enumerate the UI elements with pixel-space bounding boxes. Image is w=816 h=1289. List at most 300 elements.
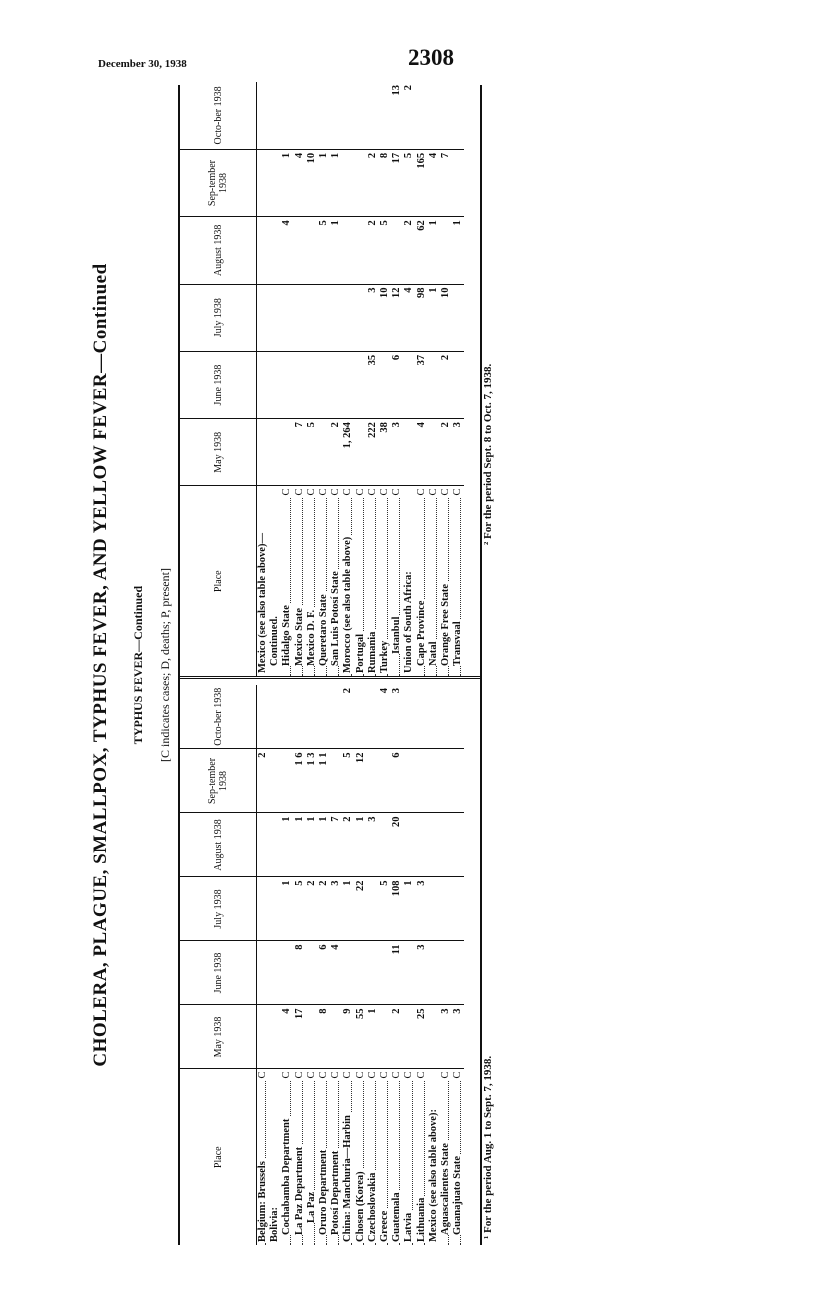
table-row: [342, 82, 354, 676]
case-type-code: C: [293, 488, 305, 496]
value-cell: [428, 1005, 440, 1069]
page-number: 2308: [408, 45, 454, 70]
value-cell: [294, 351, 306, 418]
value-cell: [355, 284, 367, 351]
document-title: CHOLERA, PLAGUE, SMALLPOX, TYPHUS FEVER, AND YELLOW FEVER—Continued: [90, 263, 111, 1067]
left-table-panel: [180, 685, 480, 1245]
value-cell: 4: [281, 217, 293, 284]
case-type-code: C: [318, 488, 330, 496]
value-cell: 4: [294, 149, 306, 216]
table-row: [281, 82, 293, 676]
value-cell: 2: [330, 419, 342, 486]
value-cell: [440, 217, 452, 284]
value-cell: [440, 941, 452, 1005]
place-label: Morocco (see also table above): [342, 536, 354, 673]
value-cell: 10: [440, 284, 452, 351]
table-row: [355, 82, 367, 676]
place-cell: [342, 1069, 354, 1245]
value-cell: [269, 813, 281, 877]
value-cell: 98: [416, 284, 428, 351]
case-type-code: C: [342, 1071, 354, 1079]
value-cell: [318, 82, 330, 149]
value-cell: [452, 82, 464, 149]
value-cell: [428, 877, 440, 941]
value-cell: [403, 749, 415, 813]
table-row: [318, 685, 330, 1245]
value-cell: [318, 351, 330, 418]
case-type-code: C: [452, 1071, 464, 1079]
value-cell: 4: [416, 419, 428, 486]
value-cell: [330, 82, 342, 149]
value-cell: [355, 685, 367, 749]
case-type-code: C: [330, 488, 342, 496]
place-cell: [367, 1069, 379, 1245]
place-cell: [294, 1069, 306, 1245]
value-cell: [294, 284, 306, 351]
value-cell: 8: [294, 941, 306, 1005]
value-cell: 3: [452, 419, 464, 486]
table-row: [281, 685, 293, 1245]
value-cell: 1: [403, 877, 415, 941]
value-cell: [440, 749, 452, 813]
case-type-code: C: [257, 1071, 268, 1079]
case-type-code: C: [440, 1071, 452, 1079]
value-cell: [318, 685, 330, 749]
value-cell: [342, 149, 354, 216]
value-cell: [342, 941, 354, 1005]
value-cell: [428, 351, 440, 418]
place-label: Greece: [379, 1210, 391, 1242]
value-cell: [281, 351, 293, 418]
place-cell: [428, 486, 440, 676]
place-cell: [379, 1069, 391, 1245]
value-cell: 8: [318, 1005, 330, 1069]
value-cell: [391, 217, 403, 284]
case-type-code: C: [391, 1071, 403, 1079]
value-cell: 7: [440, 149, 452, 216]
case-type-code: C: [305, 1071, 317, 1079]
col-header: June 1938: [180, 941, 257, 1005]
table-row: [294, 82, 306, 676]
value-cell: 1: [428, 284, 440, 351]
value-cell: 4: [281, 1005, 293, 1069]
place-cell: [391, 1069, 403, 1245]
place-cell: [330, 1069, 342, 1245]
footnote-left: ¹ For the period Aug. 1 to Sept. 7, 1938.: [482, 1055, 494, 1239]
value-cell: [452, 877, 464, 941]
col-header: May 1938: [180, 1005, 257, 1069]
value-cell: 1: [318, 149, 330, 216]
col-header: June 1938: [180, 351, 257, 418]
value-cell: 37: [416, 351, 428, 418]
value-cell: [416, 813, 428, 877]
value-cell: [367, 877, 379, 941]
value-cell: [257, 877, 270, 941]
value-cell: [294, 217, 306, 284]
case-type-code: C: [366, 488, 378, 496]
place-cell: [281, 486, 293, 676]
place-cell: [416, 1069, 428, 1245]
value-cell: 4: [330, 941, 342, 1005]
value-cell: [281, 749, 293, 813]
value-cell: 1 1: [318, 749, 330, 813]
col-header: Sep-tember 1938: [180, 749, 257, 813]
value-cell: [269, 284, 281, 351]
place-label: Bolivia:: [269, 1206, 281, 1242]
case-type-code: C: [452, 488, 464, 496]
value-cell: [342, 82, 354, 149]
case-type-code: C: [342, 488, 354, 496]
case-type-code: C: [415, 1071, 427, 1079]
place-label: Latvia: [403, 1212, 415, 1242]
value-cell: [416, 749, 428, 813]
value-cell: [330, 351, 342, 418]
value-cell: 1: [294, 813, 306, 877]
table-legend: [C indicates cases; D, deaths; P, present]: [158, 568, 172, 762]
value-cell: [342, 217, 354, 284]
right-table-panel: [180, 82, 480, 679]
value-cell: [306, 351, 318, 418]
value-cell: 7: [294, 419, 306, 486]
value-cell: [355, 351, 367, 418]
value-cell: [342, 284, 354, 351]
case-type-code: C: [318, 1071, 330, 1079]
place-cell: [391, 486, 403, 676]
case-type-code: C: [366, 1071, 378, 1079]
value-cell: [403, 351, 415, 418]
place-cell: [269, 1069, 281, 1245]
value-cell: 11: [391, 941, 403, 1005]
place-label: La Paz Department: [293, 1146, 305, 1235]
value-cell: 8: [379, 149, 391, 216]
case-type-code: C: [379, 488, 391, 496]
value-cell: 4: [379, 685, 391, 749]
value-cell: [257, 351, 270, 418]
value-cell: [428, 941, 440, 1005]
col-header: Place: [180, 1069, 257, 1245]
value-cell: [355, 149, 367, 216]
value-cell: [281, 419, 293, 486]
value-cell: 3: [367, 284, 379, 351]
table-row: [428, 685, 440, 1245]
value-cell: 3: [330, 877, 342, 941]
place-cell: [367, 486, 379, 676]
value-cell: [379, 813, 391, 877]
value-cell: 1: [428, 217, 440, 284]
case-type-code: C: [305, 488, 317, 496]
place-label: Belgium: Brussels: [257, 1161, 268, 1242]
value-cell: [367, 941, 379, 1005]
place-cell: [318, 486, 330, 676]
value-cell: [269, 217, 281, 284]
place-label: Czechoslovakia: [366, 1172, 378, 1242]
place-label: Mexico D. F.: [305, 609, 317, 666]
page-date: December 30, 1938: [98, 58, 187, 70]
header-row: [180, 82, 257, 676]
place-label: Mexico (see also table above):: [427, 1109, 439, 1242]
place-cell: [440, 1069, 452, 1245]
case-type-code: C: [391, 488, 403, 496]
table-row: [330, 685, 342, 1245]
value-cell: 20: [391, 813, 403, 877]
value-cell: [330, 284, 342, 351]
value-cell: [367, 685, 379, 749]
value-cell: [306, 284, 318, 351]
table-row: [452, 82, 464, 676]
case-type-code: C: [403, 1071, 415, 1079]
place-cell: [306, 1069, 318, 1245]
place-cell: [440, 486, 452, 676]
value-cell: 1 3: [306, 749, 318, 813]
value-cell: 17: [294, 1005, 306, 1069]
table-row: [440, 685, 452, 1245]
value-cell: [281, 941, 293, 1005]
place-cell: [355, 1069, 367, 1245]
place-cell: [355, 486, 367, 676]
value-cell: 3: [416, 877, 428, 941]
value-cell: 2: [342, 685, 354, 749]
value-cell: 2: [342, 813, 354, 877]
case-type-code: C: [281, 1071, 293, 1079]
value-cell: [257, 217, 270, 284]
table-row: [379, 82, 391, 676]
place-cell: [306, 486, 318, 676]
value-cell: [355, 217, 367, 284]
value-cell: 165: [416, 149, 428, 216]
col-header: Place: [180, 486, 257, 676]
footnote-right: ² For the period Sept. 8 to Oct. 7, 1938.: [482, 363, 494, 545]
value-cell: 9: [342, 1005, 354, 1069]
value-cell: 35: [367, 351, 379, 418]
table-row: [342, 685, 354, 1245]
place-cell: [318, 1069, 330, 1245]
value-cell: [367, 82, 379, 149]
value-cell: 2: [440, 351, 452, 418]
place-label: Union of South Africa:: [403, 571, 415, 673]
place-label: Cochabamba Department: [281, 1118, 293, 1235]
value-cell: [403, 419, 415, 486]
value-cell: [330, 685, 342, 749]
value-cell: 3: [440, 1005, 452, 1069]
place-label: Guanajuato State: [452, 1155, 464, 1235]
case-type-code: C: [330, 1071, 342, 1079]
value-cell: 1: [330, 149, 342, 216]
value-cell: 1 6: [294, 749, 306, 813]
case-type-code: C: [293, 1071, 305, 1079]
typhus-table-left: [180, 685, 464, 1245]
value-cell: 5: [294, 877, 306, 941]
value-cell: [403, 941, 415, 1005]
value-cell: [318, 419, 330, 486]
place-cell: [403, 486, 415, 676]
value-cell: 3: [391, 419, 403, 486]
case-type-code: C: [354, 488, 366, 496]
value-cell: [379, 941, 391, 1005]
place-label: Aguascalientes State: [440, 1143, 452, 1235]
value-cell: 2: [403, 217, 415, 284]
value-cell: [306, 1005, 318, 1069]
value-cell: [306, 217, 318, 284]
value-cell: [306, 82, 318, 149]
value-cell: 6: [391, 749, 403, 813]
place-label: Portugal: [354, 633, 366, 673]
value-cell: 5: [379, 877, 391, 941]
place-label: Orange Free State: [440, 583, 452, 666]
table-row: [318, 82, 330, 676]
rotated-page-content: [90, 85, 520, 1245]
value-cell: [269, 1005, 281, 1069]
value-cell: 12: [355, 749, 367, 813]
value-cell: 3: [367, 813, 379, 877]
col-header: August 1938: [180, 813, 257, 877]
value-cell: [269, 941, 281, 1005]
place-label: Guatemala: [391, 1192, 403, 1242]
value-cell: [379, 749, 391, 813]
value-cell: 55: [355, 1005, 367, 1069]
value-cell: [440, 685, 452, 749]
table-row: [440, 82, 452, 676]
place-label: Chosen (Korea): [354, 1171, 366, 1242]
table-row: [355, 685, 367, 1245]
place-cell: [269, 486, 281, 676]
place-label: Hidalgo State: [281, 605, 293, 666]
value-cell: [452, 351, 464, 418]
table-row: [306, 685, 318, 1245]
value-cell: 22: [355, 877, 367, 941]
value-cell: 1: [281, 813, 293, 877]
value-cell: [269, 149, 281, 216]
value-cell: [281, 685, 293, 749]
value-cell: 2: [367, 149, 379, 216]
value-cell: [403, 1005, 415, 1069]
value-cell: [403, 685, 415, 749]
value-cell: [269, 351, 281, 418]
case-type-code: C: [415, 488, 427, 496]
value-cell: 12: [391, 284, 403, 351]
value-cell: [355, 82, 367, 149]
value-cell: 2: [391, 1005, 403, 1069]
value-cell: 222: [367, 419, 379, 486]
value-cell: [306, 941, 318, 1005]
table-row: [391, 82, 403, 676]
col-header: May 1938: [180, 419, 257, 486]
place-label: Transvaal: [452, 621, 464, 666]
place-cell: [428, 1069, 440, 1245]
value-cell: 6: [391, 351, 403, 418]
table-row: [416, 685, 428, 1245]
value-cell: 1: [355, 813, 367, 877]
place-label: Oruro Department: [318, 1149, 330, 1235]
value-cell: 1, 264: [342, 419, 354, 486]
value-cell: [403, 813, 415, 877]
data-tables: [178, 85, 482, 1245]
place-label: La Paz: [305, 1191, 317, 1223]
value-cell: 10: [379, 284, 391, 351]
value-cell: 1: [452, 217, 464, 284]
place-cell: [379, 486, 391, 676]
place-label: Mexico (see also table above)—: [257, 533, 268, 673]
value-cell: 2: [257, 749, 270, 813]
value-cell: 2: [367, 217, 379, 284]
place-cell: [257, 486, 270, 676]
value-cell: [269, 82, 281, 149]
table-row: [294, 685, 306, 1245]
value-cell: [379, 1005, 391, 1069]
value-cell: 38: [379, 419, 391, 486]
value-cell: [318, 284, 330, 351]
value-cell: 1: [318, 813, 330, 877]
value-cell: [269, 685, 281, 749]
value-cell: [330, 749, 342, 813]
value-cell: 13: [391, 82, 403, 149]
table-row: [367, 685, 379, 1245]
col-header: July 1938: [180, 284, 257, 351]
place-cell: [330, 486, 342, 676]
value-cell: [440, 877, 452, 941]
section-subtitle: TYPHUS FEVER—Continued: [131, 585, 145, 745]
value-cell: 62: [416, 217, 428, 284]
value-cell: [330, 1005, 342, 1069]
col-header: July 1938: [180, 877, 257, 941]
value-cell: 6: [318, 941, 330, 1005]
place-cell: [452, 486, 464, 676]
value-cell: [269, 877, 281, 941]
value-cell: [428, 749, 440, 813]
value-cell: 5: [318, 217, 330, 284]
place-label: Queretaro State: [318, 594, 330, 666]
col-header: August 1938: [180, 217, 257, 284]
value-cell: 1: [306, 813, 318, 877]
col-header: Sep-tember 1938: [180, 149, 257, 216]
value-cell: 5: [342, 749, 354, 813]
table-row: [391, 685, 403, 1245]
value-cell: 1: [281, 877, 293, 941]
value-cell: 1: [367, 1005, 379, 1069]
value-cell: [257, 419, 270, 486]
table-row: [428, 82, 440, 676]
place-cell: [452, 1069, 464, 1245]
place-label: Continued.: [269, 616, 281, 666]
value-cell: [428, 685, 440, 749]
value-cell: [367, 749, 379, 813]
value-cell: 2: [440, 419, 452, 486]
place-label: San Luis Potosí State: [330, 571, 342, 666]
value-cell: 3: [452, 1005, 464, 1069]
case-type-code: C: [354, 1071, 366, 1079]
place-cell: [294, 486, 306, 676]
table-row: [257, 82, 270, 676]
value-cell: 17: [391, 149, 403, 216]
value-cell: [281, 82, 293, 149]
value-cell: 2: [306, 877, 318, 941]
value-cell: 3: [391, 685, 403, 749]
value-cell: 5: [403, 149, 415, 216]
value-cell: 1: [342, 877, 354, 941]
table-row: [379, 685, 391, 1245]
place-cell: [403, 1069, 415, 1245]
place-label: Rumania: [366, 631, 378, 673]
value-cell: 10: [306, 149, 318, 216]
value-cell: [440, 813, 452, 877]
place-cell: [257, 1069, 270, 1245]
col-header: Octo-ber 1938: [180, 82, 257, 149]
table-row: [330, 82, 342, 676]
value-cell: [379, 351, 391, 418]
case-type-code: C: [440, 488, 452, 496]
value-cell: [452, 284, 464, 351]
place-cell: [416, 486, 428, 676]
value-cell: [355, 941, 367, 1005]
